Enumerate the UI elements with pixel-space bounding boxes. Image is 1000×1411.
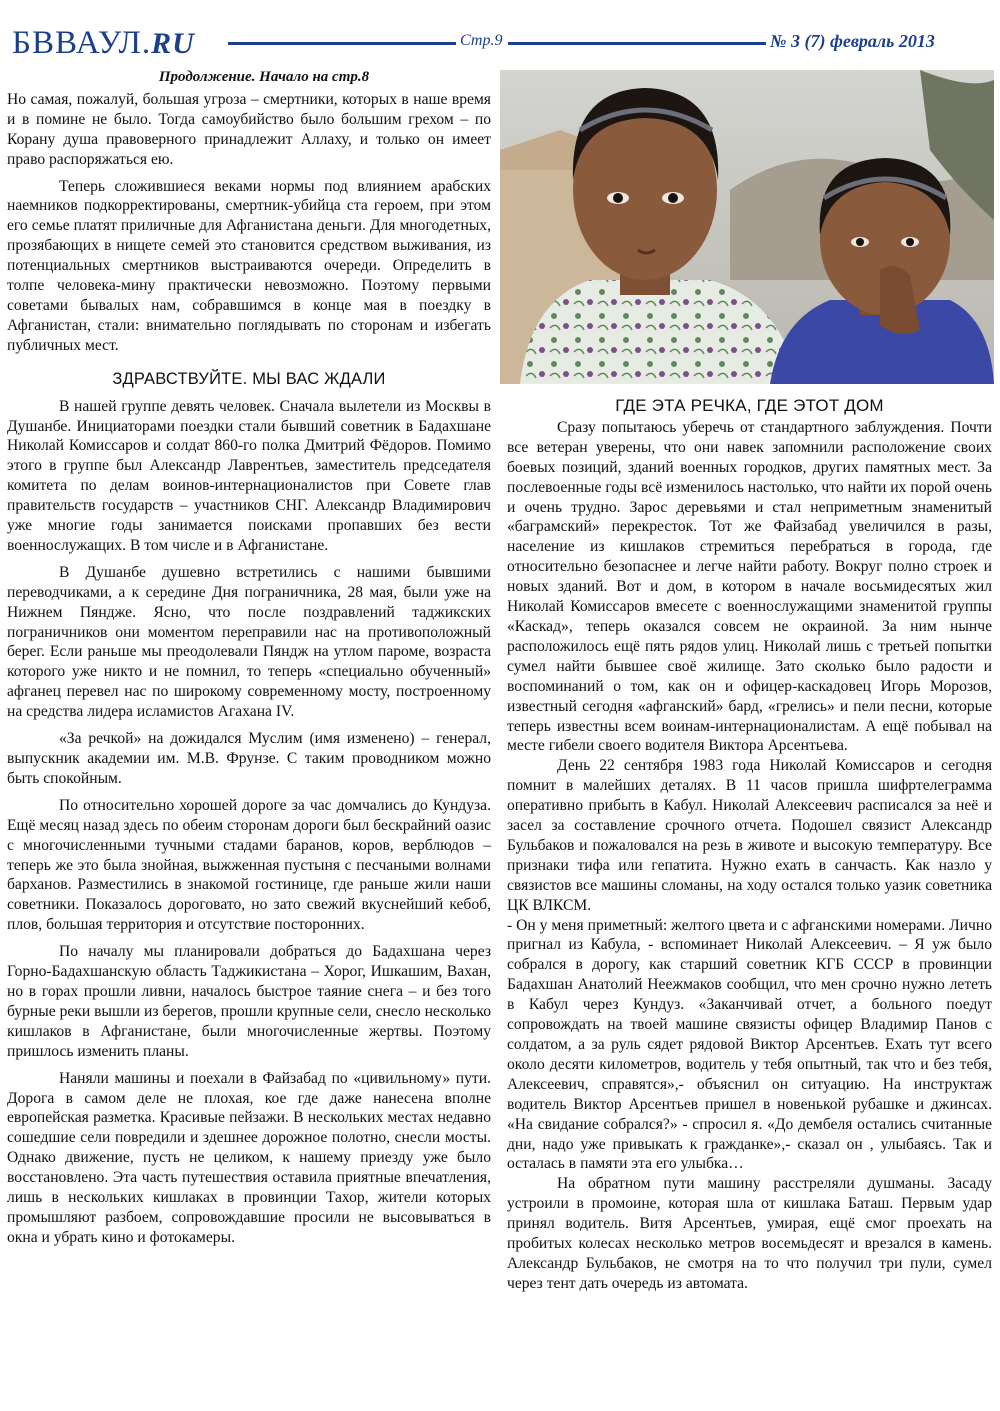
article-paragraph: По относительно хорошей дороге за час домчались до Кундуза. Ещё месяц назад здесь по обеим сторонам дороги был бескрайний оазис с многочисленными тучными стадами баранов, коров, верблюдов – теперь же это была знойная, выжженная пустыня с песчаными волнами барханов. Разместились в знакомой гостинице, где раньше жили наши советники. Показалось дороговато, но зато свежий вкуснейший кебоб, плов, большая территория и отсутствие посторонних. [7,796,491,934]
newspaper-logo [12,26,195,61]
article-paragraph: В Душанбе душевно встретились с нашими бывшими переводчиками, а к середине Дня пограничника, 28 мая, были уже на Нижнем Пяндже. Ясно, что после поздравлений таджикских пограничников они моментом переправили нас на противоположный берег. Если раньше мы преодолевали Пяндж на утлом пароме, возраста которого уже никто и не помнил, то теперь «специально обученный» афганец перевел нас по широкому современному мосту, построенному на средства лидера исламистов Агахана IV. [7,563,491,721]
right-column [507,396,992,1294]
article-paragraph: Но самая, пожалуй, большая угроза – смертники, которых в наше время и в помине не было. Тогда самоубийство было большим грехом – по Корану душа правоверного принадлежит Аллаху, и только он имеет право распоряжаться ею. [7,90,491,168]
logo-main: БВВАУЛ. [12,25,152,61]
article-paragraph: Сразу попытаюсь уберечь от стандартного заблуждения. Почти все ветеран уверены, что они навек запомнили расположение своих боевых позиций, зданий военных городков, других памятных мест. За послевоенные годы всё изменилось настолько, что найти их порой очень и очень трудно. Зарос деревьями и стал неприметным знаменитый «баграмский» перекресток. Тот же Файзабад увеличился в разы, население из кишлаков стремиться перебраться в города, где относительно безопаснее и легче найти работу. Вокруг полно строек и новых зданий. Вот и дом, в котором в начале восьмидесятых жил Николай Комиссаров вмесете с военнослужащими знаменитой группы «Каскад», теперь оказался совсем не окраиной. За ним нынче расположилось ещё пять рядов улиц. Николай лишь с третьей попытки сумел найти бывшее своё жилище. Зато сколько было радости и воспоминаний о том, как он и офицер-каскадовец Игорь Морозов, известный сегодня «афганский» бард, «грелись» и пели песни, которые теперь известны всем воинам-интернационалистам. А ещё побывал на месте гибели своего водителя Виктора Арсентьева. [507,418,992,755]
issue-info: № 3 (7) февраль 2013 [770,31,935,51]
article-paragraph: В нашей группе девять человек. Сначала вылетели из Москвы в Душанбе. Инициаторами поездки стали бывший советник в Бадахшане Николай Комиссаров и солдат 860-го полка Дмитрий Фёдоров. Помимо этого в группе был Александр Лаврентьев, заместитель председателя комитета по делам воинов-интернационалистов при Совете глав правительств государств – участников СНГ. Александр Владимирович уже многие годы занимается поисками пропавших без вести военнослужащих. В том числе и в Афганистане. [7,397,491,554]
logo-ru: RU [151,27,195,60]
page-number: Стр.9 [460,32,503,49]
left-column [7,68,491,1255]
section-heading: ЗДРАВСТВУЙТЕ. МЫ ВАС ЖДАЛИ [112,369,386,388]
article-paragraph: «За речкой» на дожидался Муслим (имя изменено) – генерал, выпускник академии им. М.В. Фрунзе. С таким проводником можно быть спокойным. [7,730,491,787]
photo-two-girls [500,70,994,384]
masthead [0,0,1000,62]
section-heading: ГДЕ ЭТА РЕЧКА, ГДЕ ЭТОТ ДОМ [615,396,884,415]
continuation-note: Продолжение. Начало на стр.8 [158,69,370,85]
masthead-rule-right [508,42,766,45]
article-photo [500,70,994,384]
article-paragraph: День 22 сентября 1983 года Николай Комиссаров и сегодня помнит в малейших деталях. В 11 часов пришла шифртелеграмма оперативно прибыть в Кабул. Николай Алексеевич расписался за неё и засел за составление срочного отчета. Подошел связист Александр Бульбаков и пожаловался на резь в животе и высокую температуру. Все признаки тифа или гепатита. Нужно ехать в санчасть. Как назло у связистов все машины сломаны, на ходу остался только уазик советника ЦК ВЛКСМ. [507,757,992,914]
article-paragraph: Теперь сложившиеся веками нормы под влиянием арабских наемников подкорректированы, смертник-убийца ста героем, при этом его семье платят приличные для Афганистана деньги. Для многодетных, прозябающих в нищете семей это становится средством выживания, из потенциальных смертников выстраиваются очереди. Определить в толпе человека-мину практически невозможно. Поэтому первыми советами бывалых нам, собравшимся в конце мая в поездку в Афганистан, стали: внимательно поглядывать по сторонам и избегать публичных мест. [7,177,491,354]
article-paragraph: На обратном пути машину расстреляли душманы. Засаду устроили в промоине, которая шла от кишлака Баташ. Первым удар принял водитель. Витя Арсентьев, умирая, ещё смог проехать на пробитых колесах несколько метров восемьдесят и врезался в камень. Александр Бульбаков, не смотря на то что получил три пули, сумел через тент дать очередь из автомата. [507,1175,992,1292]
article-paragraph: По началу мы планировали добраться до Бадахшана через Горно-Бадахшанскую область Таджикистана – Хорог, Ишкашим, Вахан, но в горах прошли ливни, началось быстрое таяние снега – и без того бурные реки вышли из берегов, прошли крупные сели, снесло несколько кишлаков в Афганистане, были многочисленные жертвы. Поэтому пришлось изменить планы. [7,943,491,1060]
masthead-rule-left [228,42,456,45]
article-paragraph: - Он у меня приметный: желтого цвета и с афганскими номерами. Лично пригнал из Кабула, - вспоминает Николай Алексеевич. – Я уж было собрался в дорогу, как старший советник КГБ СССР в провинции Бадахшан Анатолий Неежмаков сообщил, что мен срочно нужно лететь в Кабул через Кундуз. «Заканчивай отчет, а больного поедут сопровождать на твоей машине связисты офицер Владимир Панов с солдатом, а за руль сядет рядовой Виктор Арсентьев. Ехать тут всего около десяти километров, водитель у тебя опытный, так что и без тебя, Алексеевич, справятся»,- объяснил он ситуацию. На инструктаж водитель Виктор Арсентьев пришел в новенькой рубашке и джинсах. «На свидание собрался?» - спросил я. «До дембеля остались считанные дни, надо уже привыкать к гражданке»,- сказал он , улыбаясь. Так и осталась в памяти эта его улыбка… [507,916,992,1173]
article-paragraph: Наняли машины и поехали в Файзабад по «цивильному» пути. Дорога в самом деле не плохая, кое где даже нанесена вполне европейская разметка. Красивые пейзажи. В нескольких местах недавно сошедшие сели повредили и здешнее дорожное полотно, снесли мосты. Однако движение, пусть не целиком, к нашему приезду уже было восстановлено. Эта часть путешествия оставила приятные впечатления, лишь в нескольких кишлаках в провинции Тахор, жители которых промышляют разбоем, сопровождавшие просили не высовываться в окна и убрать кино и фотокамеры. [7,1069,491,1246]
